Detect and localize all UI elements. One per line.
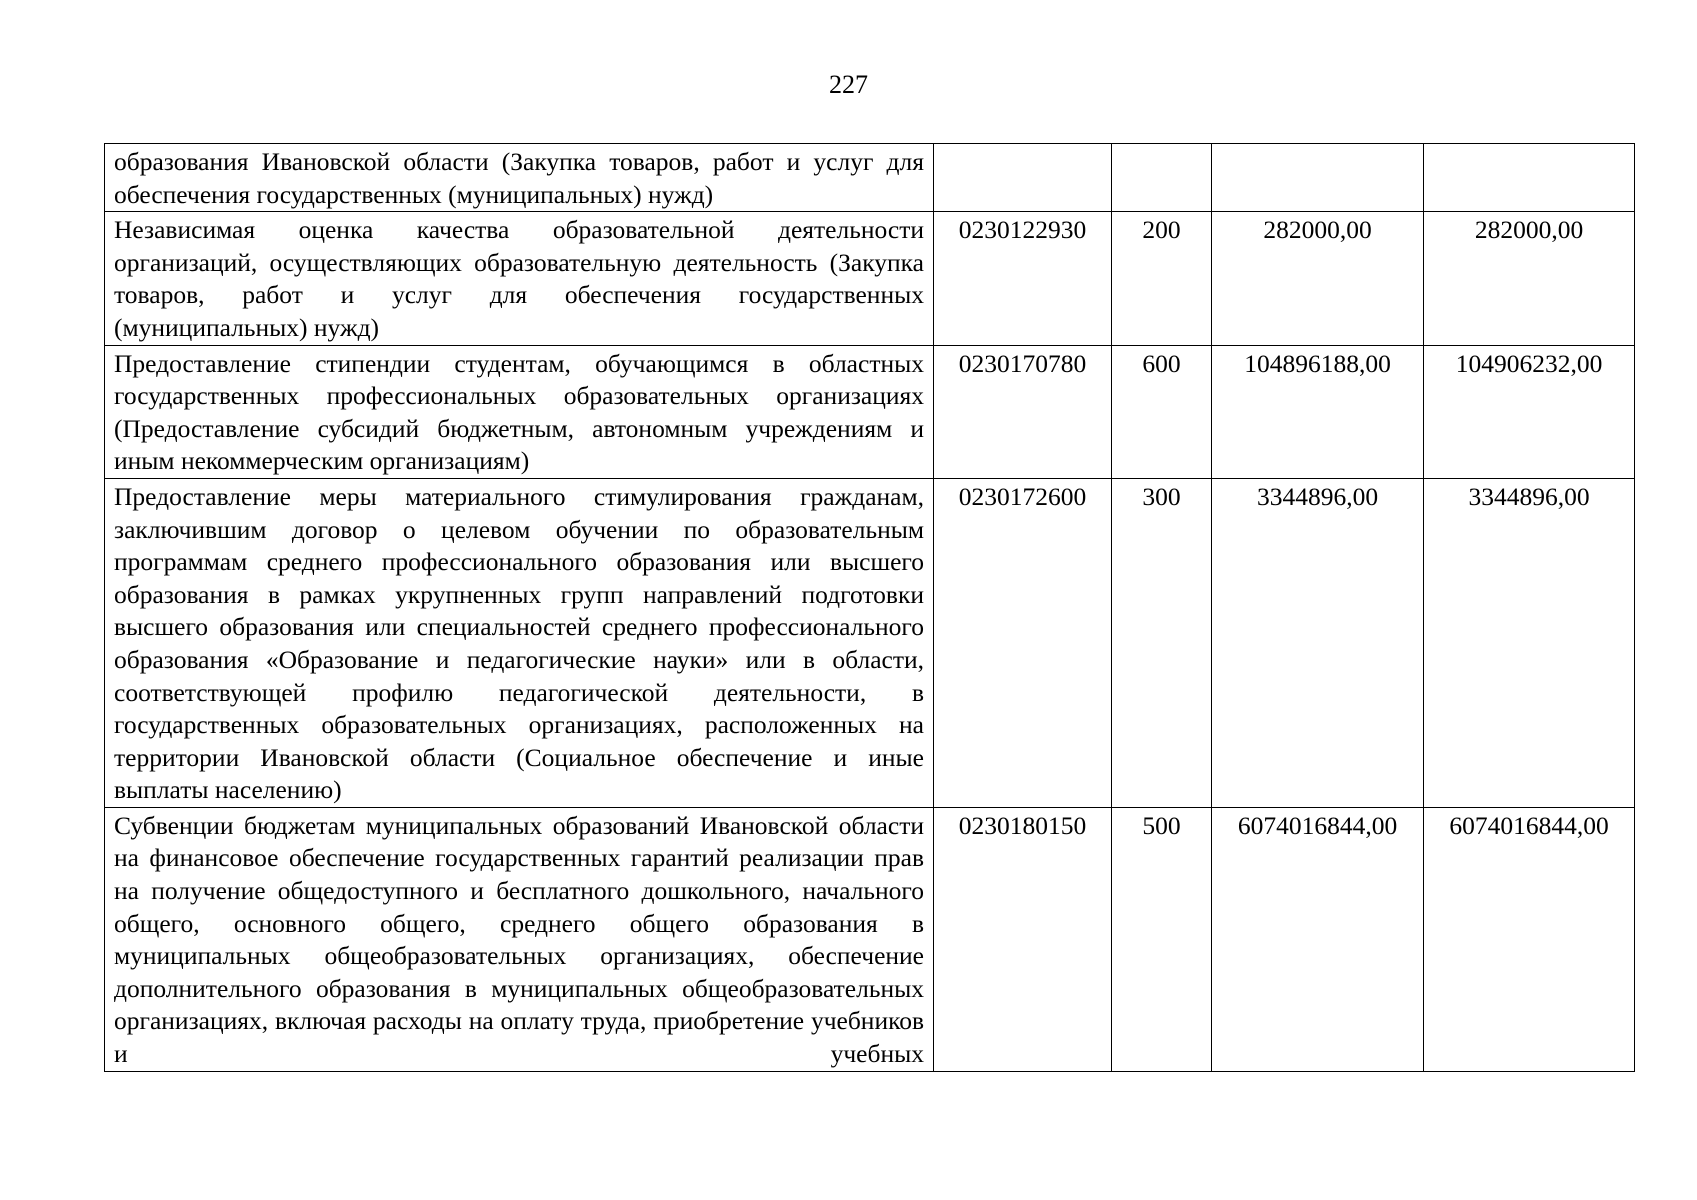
row-target-code: 0230122930 (934, 212, 1112, 345)
row-amount-year2: 282000,00 (1424, 212, 1635, 345)
page-number: 227 (829, 70, 868, 99)
table-row (105, 144, 1635, 212)
row-target-code: 0230180150 (934, 807, 1112, 1071)
table-row (105, 345, 1635, 478)
row-amount-year1: 3344896,00 (1212, 478, 1424, 807)
row-amount-year2: 6074016844,00 (1424, 807, 1635, 1071)
row-expense-type: 600 (1112, 345, 1212, 478)
row-description: Предоставление меры материального стимулирования гражданам, заключившим договор о целевом обучении по образовательным программам среднего профессионального образования или высшего образования в рамках укрупненных групп направлений подготовки высшего образования или специальностей среднего профессионального образования «Образование и педагогические науки» или в области, соответствующей профилю педагогической деятельности, в государственных образовательных организациях, расположенных на территории Ивановской области (Социальное обеспечение и иные выплаты населению) (105, 478, 934, 807)
row-amount-year2 (1424, 144, 1635, 212)
row-description: образования Ивановской области (Закупка товаров, работ и услуг для обеспечения государственных (муниципальных) нужд) (105, 144, 934, 212)
row-target-code: 0230172600 (934, 478, 1112, 807)
table-row (105, 807, 1635, 1071)
row-description: Субвенции бюджетам муниципальных образований Ивановской области на финансовое обеспечение государственных гарантий реализации прав на получение общедоступного и бесплатного дошкольного, начального общего, основного общего, среднего общего образования в муниципальных общеобразовательных организациях, обеспечение дополнительного образования в муниципальных общеобразовательных организациях, включая расходы на оплату труда, приобретение учебников и учебных (105, 807, 934, 1071)
row-target-code: 0230170780 (934, 345, 1112, 478)
table-row (105, 212, 1635, 345)
row-expense-type: 300 (1112, 478, 1212, 807)
table-row (105, 478, 1635, 807)
row-expense-type: 200 (1112, 212, 1212, 345)
row-amount-year2: 3344896,00 (1424, 478, 1635, 807)
row-amount-year1: 104896188,00 (1212, 345, 1424, 478)
row-amount-year1: 6074016844,00 (1212, 807, 1424, 1071)
row-expense-type (1112, 144, 1212, 212)
row-description: Независимая оценка качества образовательной деятельности организаций, осуществляющих образовательную деятельность (Закупка товаров, работ и услуг для обеспечения государственных (муниципальных) нужд) (105, 212, 934, 345)
row-amount-year2: 104906232,00 (1424, 345, 1635, 478)
row-description: Предоставление стипендии студентам, обучающимся в областных государственных профессиональных образовательных организациях (Предоставление субсидий бюджетным, автономным учреждениям и иным некоммерческим организациям) (105, 345, 934, 478)
row-amount-year1 (1212, 144, 1424, 212)
row-expense-type: 500 (1112, 807, 1212, 1071)
row-amount-year1: 282000,00 (1212, 212, 1424, 345)
budget-table (104, 143, 1635, 1072)
row-target-code (934, 144, 1112, 212)
